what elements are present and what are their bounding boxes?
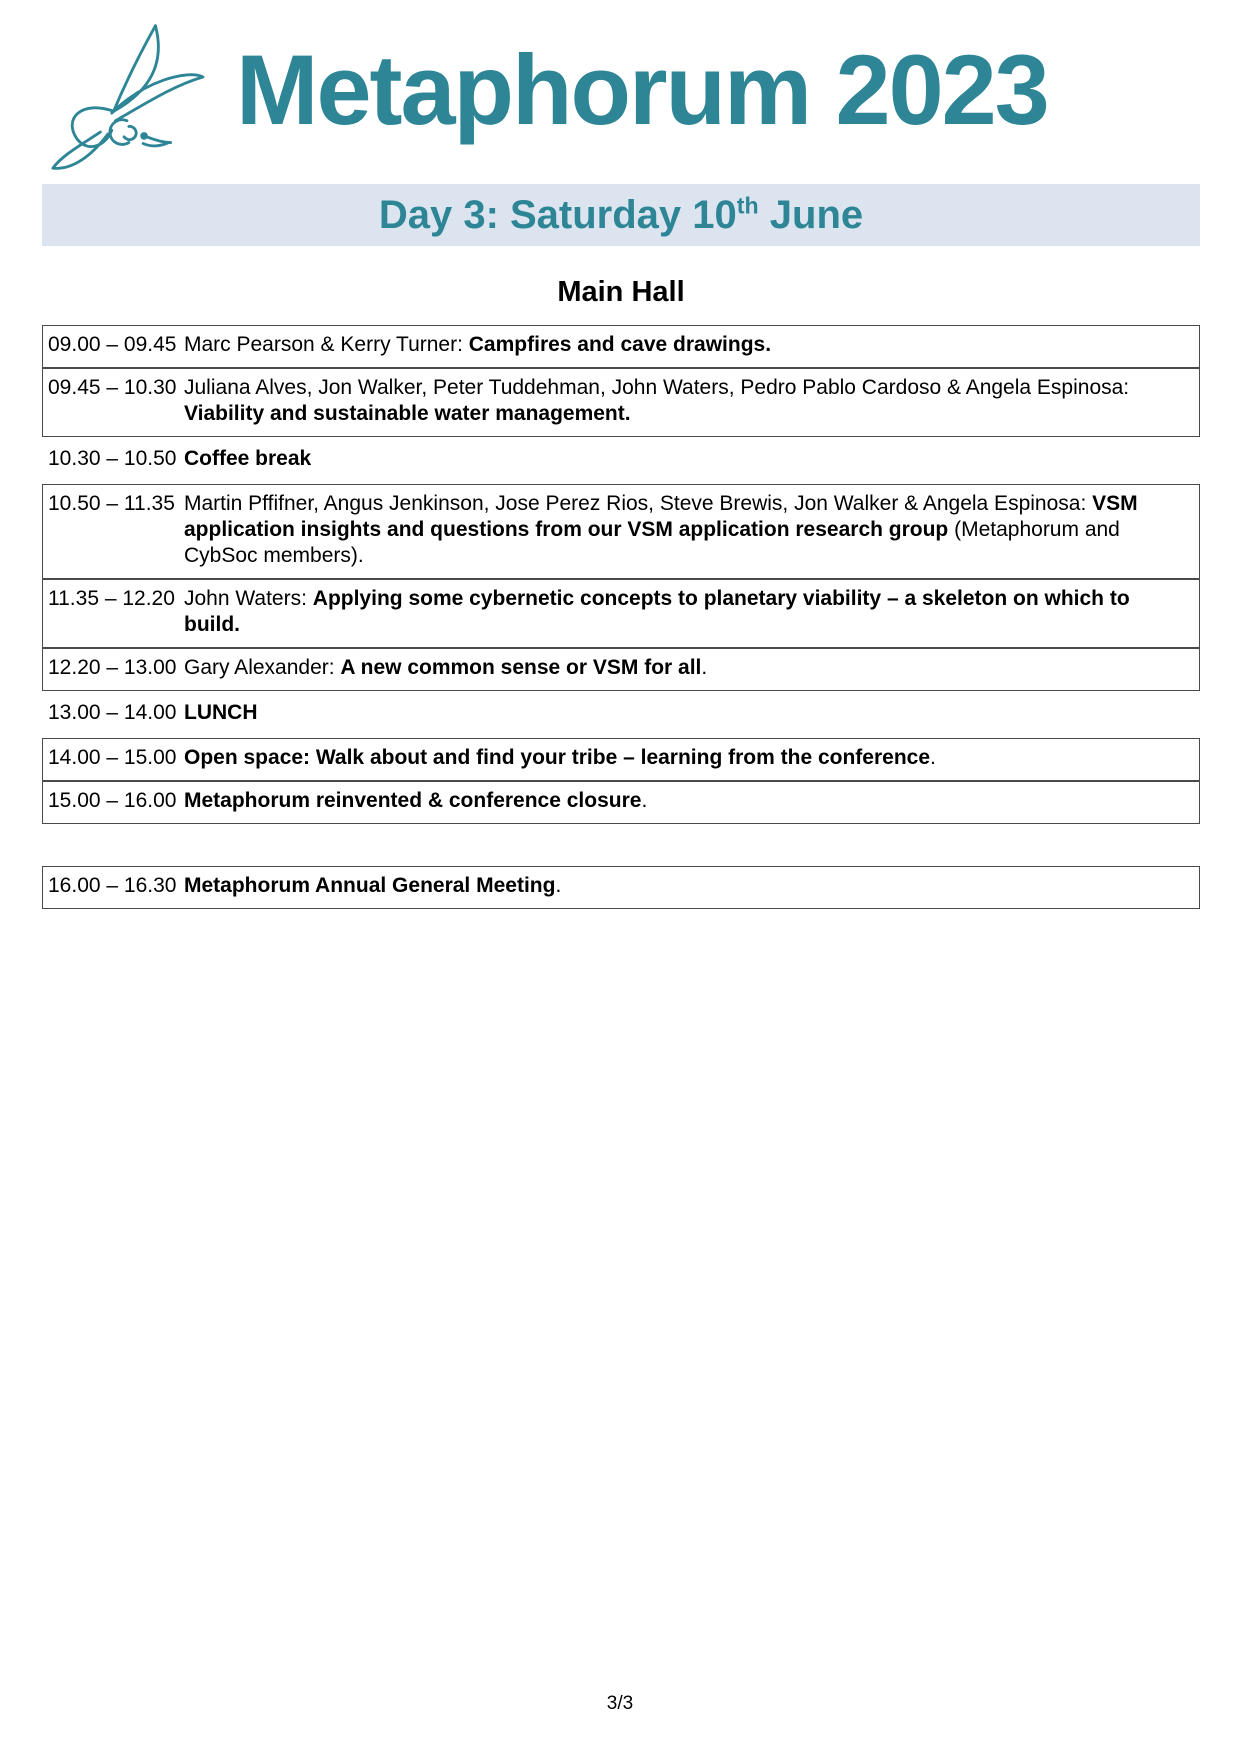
description-segment: Juliana Alves, Jon Walker, Peter Tuddehman, John Waters, Pedro Pablo Cardoso & Angela Espinosa: — [184, 376, 1130, 399]
page-title: Metaphorum 2023 — [236, 33, 1048, 145]
time-cell: 09.45 – 10.30 — [48, 376, 177, 399]
time-cell: 12.20 – 13.00 — [48, 656, 177, 679]
schedule-row — [42, 781, 1200, 824]
day-banner-superscript: th — [736, 192, 759, 219]
description-cell — [184, 446, 1192, 472]
schedule-row — [42, 579, 1200, 648]
description-segment: Applying some cybernetic concepts to planetary viability – a skeleton on which to build. — [184, 587, 1130, 636]
time-cell: 10.30 – 10.50 — [48, 447, 177, 470]
hummingbird-logo-icon — [42, 20, 210, 172]
schedule-row — [42, 694, 1200, 735]
description-cell — [184, 700, 1192, 726]
schedule-row — [42, 368, 1200, 437]
time-cell: 15.00 – 16.00 — [48, 789, 177, 812]
time-cell: 10.50 – 11.35 — [48, 492, 175, 515]
schedule-row — [42, 648, 1200, 691]
description-cell — [184, 655, 1191, 681]
time-cell: 16.00 – 16.30 — [48, 874, 177, 897]
time-cell: 09.00 – 09.45 — [48, 333, 177, 356]
schedule-row — [42, 440, 1200, 481]
description-segment: . — [555, 874, 562, 897]
description-segment: VSM application insights and questions from our VSM application research group — [184, 492, 1138, 541]
description-cell — [184, 873, 1191, 899]
description-segment: Viability and sustainable water management. — [184, 402, 631, 425]
description-segment: Martin Pffifner, Angus Jenkinson, Jose Perez Rios, Steve Brewis, Jon Walker & Angela Espinosa: — [184, 492, 1093, 515]
day-banner — [42, 184, 1200, 246]
schedule-row — [42, 866, 1200, 909]
schedule-row — [42, 738, 1200, 781]
description-segment: Open space: Walk about and find your tribe – learning from the conference — [184, 746, 931, 769]
description-cell — [184, 745, 1191, 771]
schedule-row — [42, 484, 1200, 579]
time-cell: 11.35 – 12.20 — [48, 587, 175, 610]
description-segment: Marc Pearson & Kerry Turner: — [184, 333, 469, 356]
description-segment: Campfires and cave drawings. — [468, 333, 772, 356]
description-segment: A new common sense or VSM for all — [340, 656, 702, 679]
description-segment: Coffee break — [184, 447, 312, 470]
day-banner-text — [378, 192, 864, 237]
page-header — [42, 12, 1200, 180]
description-cell — [184, 332, 1191, 358]
description-cell — [184, 586, 1191, 638]
schedule — [42, 325, 1200, 909]
description-cell — [184, 375, 1191, 427]
description-cell — [184, 491, 1191, 569]
description-segment: Metaphorum reinvented & conference closure — [184, 789, 642, 812]
description-segment: John Waters: — [184, 587, 313, 610]
hall-title: Main Hall — [557, 276, 685, 308]
description-segment: . — [930, 746, 936, 769]
description-segment: LUNCH — [184, 701, 258, 724]
time-cell: 14.00 – 15.00 — [48, 746, 177, 769]
time-cell: 13.00 – 14.00 — [48, 701, 177, 724]
day-banner-prefix: Day 3: Saturday 10 — [378, 193, 737, 237]
description-segment: Metaphorum Annual General Meeting — [184, 874, 556, 897]
description-segment: Gary Alexander: — [184, 656, 341, 679]
description-segment: (Metaphorum and CybSoc members). — [184, 518, 1120, 567]
page-number: 3/3 — [606, 1693, 634, 1714]
description-cell — [184, 788, 1191, 814]
day-banner-suffix: June — [758, 193, 864, 237]
schedule-row — [42, 325, 1200, 368]
description-segment: . — [641, 789, 648, 812]
description-segment: . — [701, 656, 708, 679]
